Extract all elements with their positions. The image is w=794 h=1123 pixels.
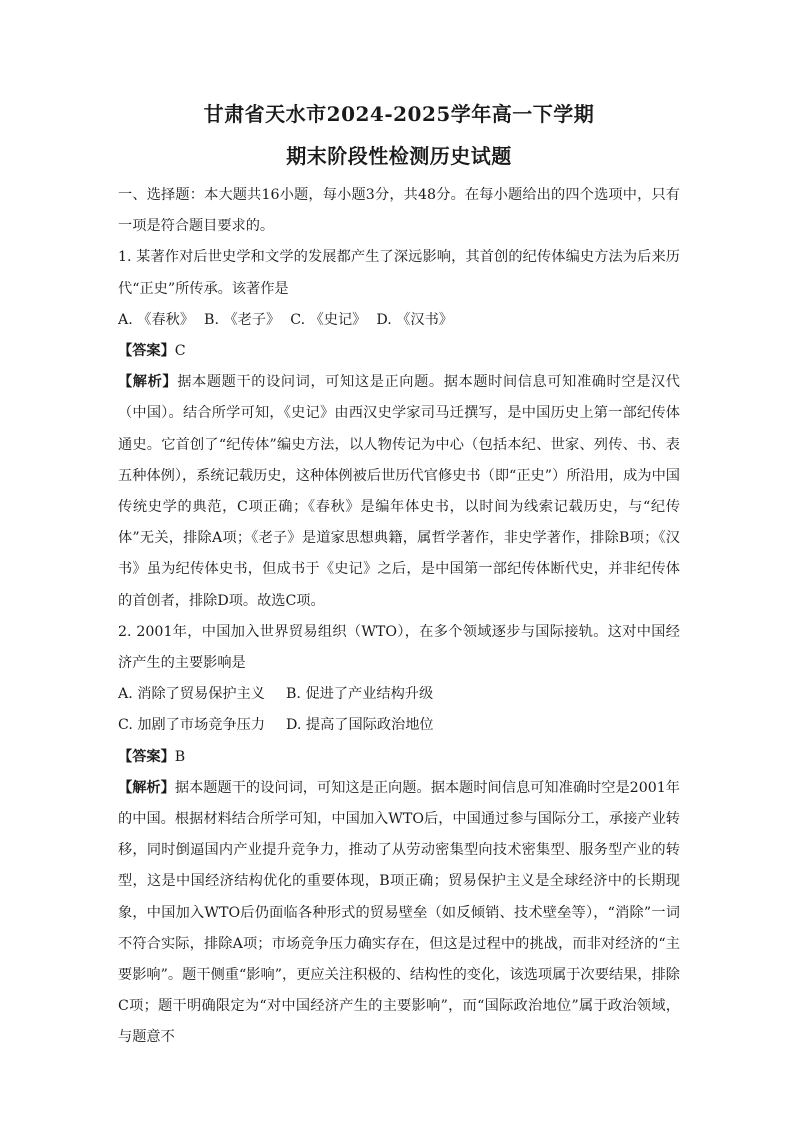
question-2-stem: 2. 2001年，中国加入世界贸易组织（WTO），在多个领域逐步与国际接轨。这对中国经济产生的主要影响是 bbox=[118, 623, 680, 672]
question-2-option-a: A. 消除了贸易保护主义 bbox=[118, 686, 265, 703]
analysis-tag: 【解析】 bbox=[118, 374, 178, 391]
question-2-analysis bbox=[118, 773, 680, 1054]
document-body bbox=[118, 100, 680, 1054]
question-2-option-c: C. 加剧了市场竞争压力 bbox=[118, 717, 266, 734]
question-1-option-a: A. 《春秋》 bbox=[118, 311, 195, 328]
answer-value: B bbox=[174, 748, 186, 765]
answer-value: C bbox=[174, 343, 186, 360]
analysis-tag: 【解析】 bbox=[118, 779, 175, 796]
title-line-2: 期末阶段性检测历史试题 bbox=[286, 144, 512, 168]
question-2-option-b: B. 促进了产业结构升级 bbox=[286, 686, 434, 703]
title-line-1: 甘肃省天水市2024-2025学年高一下学期 bbox=[203, 102, 595, 126]
question-1-answer bbox=[118, 336, 680, 367]
analysis-text: 据本题题干的设问词，可知这是正向题。据本题时间信息可知准确时空是汉代（中国）。结合所学可知，《史记》由西汉史学家司马迁撰写，是中国历史上第一部纪传体通史。它首创了“纪传体”编史方法，以人物传记为中心（包括本纪、世家、列传、书、表五种体例），系统记载历史，这种体例被后世历代官修史书（即“正史”）所沿用，成为中国传统史学的典范，C项正确；《春秋》是编年体史书，以时间为线索记载历史，与“纪传体”无关，排除A项；《老子》是道家思想典籍，属哲学著作，非史学著作，排除B项；《汉书》虽为纪传体史书，但成书于《史记》之后，是中国第一部纪传体断代史，并非纪传体的首创者，排除D项。故选C项。 bbox=[118, 374, 680, 609]
analysis-text: 据本题题干的设问词，可知这是正向题。据本题时间信息可知准确时空是2001年的中国。根据材料结合所学可知，中国加入WTO后，中国通过参与国际分工，承接产业转移，同时倒逼国内产业提升竞争力，推动了从劳动密集型向技术密集型、服务型产业的转型，这是中国经济结构优化的重要体现，B项正确；贸易保护主义是全球经济中的长期现象，中国加入WTO后仍面临各种形式的贸易壁垒（如反倾销、技术壁垒等），“消除”一词不符合实际，排除A项；市场竞争压力确实存在，但这是过程中的挑战，而非对经济的“主要影响”。题干侧重“影响”，更应关注积极的、结构性的变化，该选项属于次要结果，排除C项；题干明确限定为“对中国经济产生的主要影响”，而“国际政治地位”属于政治领域，与题意不 bbox=[118, 779, 680, 1046]
question-2-options-row-1 bbox=[118, 679, 680, 710]
question-2-option-d: D. 提高了国际政治地位 bbox=[286, 717, 434, 734]
question-1-option-b: B. 《老子》 bbox=[204, 311, 281, 328]
answer-tag: 【答案】 bbox=[118, 748, 175, 765]
question-1-analysis bbox=[118, 367, 680, 617]
question-1-options bbox=[118, 305, 680, 336]
question-1-option-d: D. 《汉书》 bbox=[376, 311, 453, 328]
question-1-option-c: C. 《史记》 bbox=[290, 311, 367, 328]
question-2-options-row-2 bbox=[118, 710, 680, 741]
question-2-answer bbox=[118, 742, 680, 773]
section-intro: 一、选择题：本大题共16小题，每小题3分，共48分。在每小题给出的四个选项中，只有一项是符合题目要求的。 bbox=[118, 187, 680, 235]
question-1-stem: 1. 某著作对后世史学和文学的发展都产生了深远影响，其首创的纪传体编史方法为后来历代“正史”所传承。该著作是 bbox=[118, 249, 680, 297]
answer-tag: 【答案】 bbox=[118, 343, 175, 360]
